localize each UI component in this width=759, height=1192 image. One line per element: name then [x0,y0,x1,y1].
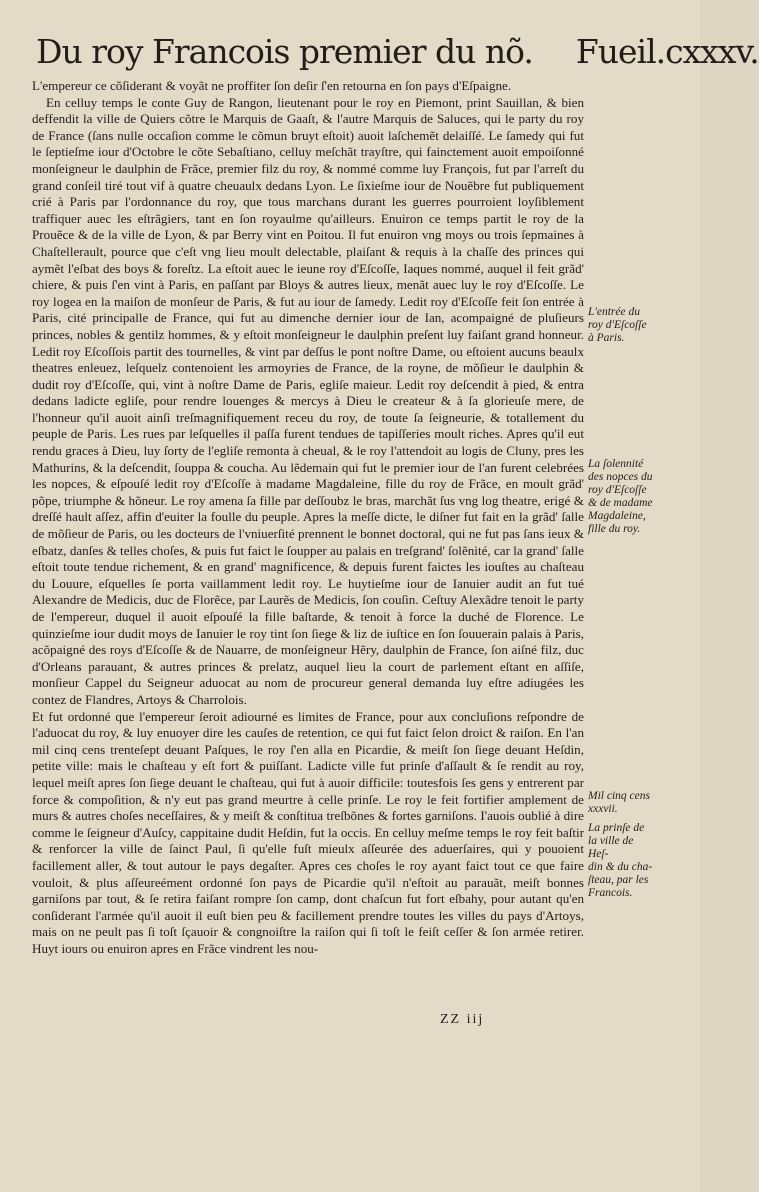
margin-note-line: & de madame [588,497,653,509]
margin-note-line: des nopces du [588,471,653,483]
margin-note-line: roy d'Eſcoſſe [588,484,647,496]
margin-note-line: Magdaleine, [588,510,646,522]
paragraph: En celluy temps le conte Guy de Rangon, lieutenant pour le roy en Piemont, print Sauillan, & bien deffendit la ville de Quiers cõtre le Marquis de Gaaſt, & l'autre Marquis de Saluces, qui le party du roy de France (ſans nulle occaſion comme le cõmun bruyt eſtoit) auoit laſchemẽt delaiſſé. Le ſamedy qui fut le ſeptieſme iour d'Octobre le cõte Sebaſtiano, celluy meſchãt trayſtre, qui fainctement auoit empoiſonné monſeigneur le daulphin de Frãce, premier filz du roy, & nommé comme luy François, fut par l'arreſt du grand conſeil tiré tout vif à quatre cheuaulx dedans Lyon. Le ſixieſme iour de Nouẽbre fut publiquement crié à Paris par l'ordonnance du roy, que tous marchans durant les guerres pourroient loyſiblement traffiquer auec les eſtrãgiers, tant en ſon royaulme qu'ailleurs. Enuiron ce temps partit le roy de la Prouẽce & de la ville de Lyon, & par Berry vint en Poitou. Il fut enuiron vng moys ou trois ſepmaines à Chaſtellerault, pource que c'eſt vng lieu moult delectable, plaiſant & requis à la chaſſe des princes qui aymẽt l'eſbat des boys & foreſtz. La eſtoit auec le ieune roy d'Eſcoſſe, Iaques nommé, auquel il feit grãd' chiere, & puis ſ'en vint à Paris, en paſſant par Bloys & autres lieux, menãt auec luy le roy d'Eſcoſſe. Le roy logea en la maiſon de monſeur de Paris, & fut au iour de ſamedy. Ledit roy d'Eſcoſſe feit ſon entrée à Paris, cité principalle de France, qui fut au dimenche dernier iour de Ian, acompaigné de pluſieurs princes, nobles & gentilz hommes, & y eſtoit monſeigneur le daulphin preſent luy faiſant grand honneur. Ledit roy Eſcoſſois partit des tournelles, & vint par deſſus le pont noſtre Dame, ou eſtoient aucuns beaulx theatres enleuez, leſquelz contenoient les armoyries de France, de la royne, de mõſieur le daulphin & dudit roy d'Eſcoſſe, qui, vint à noſtre Dame de Paris, egliſe maieur. Ledit roy deſcendit à pied, & entra dedans ladicte egliſe, pour rendre louenges & mercys à Dieu le createur & à ſa glorieuſe mere, de l'honneur qu'il auoit ainſi treſmagnifiquement receu du roy, de toute ſa ſeigneurie, & totallement du peuple de Paris. Les rues par leſquelles il paſſa furent tendues de tapiſſeries moult riches. Apres qu'il eut rendu graces à Dieu, luy ſorty de l'egliſe remonta à cheual, & le roy l'attendoit au logis de Cluny, pres les Mathurins, & la deſcendit, ſouppa & coucha. Au lẽdemain qui fut le premier iour de l'an furent celebrées les nopces, & eſpouſé ledit roy d'Eſcoſſe à madame Magdaleine, fille du roy de Frãce, en moult grãd' põpe, triumphe & hõneur. Le roy amena ſa fille par deſſoubz le bras, marchãt ſus vng log theatre, erigé & dreſſé hault aſſez, affin d'euiter la foulle du peuple. Apres la meſſe dicte, le diſner fut fait en la grãd' ſalle de mõſieur de Paris, ou les docteurs de l'vniuerſité prennent le bonnet doctoral, qui ne fut pas ſans ieux & eſbatz, danſes & telles choſes, & puis fut faict le ſoupper au palais en treſgrand' ſolẽnité, car la grand' ſalle eſtoit toute tendue richement, & en grand' magnificence, & depuis furent faictes les iouſtes au chaſteau du Louure, eſquelles ſe porta vaillamment ledit roy. Le huytieſme iour de Ianuier audit an fut tué Alexandre de Medicis, duc de Florẽce, par Laurẽs de Medicis, ſon couſin. Ceſtuy Alexãdre tenoit le party de l'empereur, duquel il auoit eſpouſé la fille baſtarde, & tenoit à force la duché de Florence. Le quinzieſme iour dudit moys de Ianuier le roy tint ſon ſiege & liz de iuſtice en ſon ſouuerain palais à Paris, acõpaigné des roys d'Eſcoſſe & de Nauarre, de monſeigneur Hẽry, daulphin de France, ſon aiſné filz, duc d'Orleans parauant, & autres princes & prelatz, auquel lieu la court de parlement eſtant en aſſiſe, monſieur Cappel du Seigneur aduocat au nom de procureur general demanda luy eſtre adiugées les contez de Flandres, Artoys & Charrolois. [32,94,584,707]
paragraph: Et fut ordonné que l'empereur ſeroit adiourné es limites de France, pour aux concluſions reſpondre de l'aduocat du roy, & luy enuoyer dire les cauſes de retention, ce qui fut faict ſelon droict & raiſon. En l'an mil cinq cens trenteſept deuant Paſques, le roy ſ'en alla en Picardie, & meiſt ſon ſiege deuant Heſdin, petite ville: mais le chaſteau y eſt fort & puiſſant. Ladicte ville fut prinſe d'aſſault & ſe rendit au roy, lequel meiſt apres ſon ſiege deuant le chaſteau, qui fut à auoir difficile: toutesfois ſes gens y entrerent par force & compoſition, & n'y eut pas grand meurtre à celle prinſe. Le roy le feit fortifier amplement de murs & autres choſes neceſſaires, & y meiſt & conſtitua treſbõnes & fortes garniſons. I'auois oublié à dire comme le ſeigneur d'Auſcy, cappitaine dudit Heſdin, fut la occis. En celluy meſme temps le roy feit baſtir & renforcer la ville de ſainct Paul, ſi qu'elle fuſt mieulx aſſeurée des aduerſaires, qui y pouoient facillement aller, & tout autour le pays degaſter. Apres ces choſes le roy ayant faict tout ce que faire vouloit, & plus aſſeureément ordonné ſon pays de Picardie qu'il n'eſtoit au parauãt, meiſt bonnes garniſons par tout, & ſe retira faiſant rompre ſon camp, dont chaſcun fut fort eſbahy, pour autant qu'en conſiderant l'armée qu'il auoit il euſt bien peu & facillement prendre toutes les villes du pays d'Artoys, mais on ne peult pas ſi toſt ſçauoir & congnoiſtre la raiſon qui ſi toſt le feiſt ceſſer & ſon armée retirer. Huyt iours ou enuiron apres en Frãce vindrent les nou- [32,708,584,956]
margin-note-wedding [588,458,656,536]
margin-note-line: Mil cinq cens [588,790,650,802]
margin-note-line: ſteau, par les [588,874,649,886]
running-title: Du roy Francois premier du nõ. [36,32,533,71]
margin-note-entry-of-king [588,306,656,345]
margin-note-line: din & du cha- [588,861,653,873]
margin-note-line: Francois. [588,887,633,899]
margin-note-line: L'entrée du [588,306,640,318]
paragraph: L'empereur ce cõſiderant & voyãt ne proffiter ſon deſir ſ'en retourna en ſon pays d'Eſpaigne. [32,78,512,93]
margin-note-line: fille du roy. [588,523,641,535]
margin-note-line: xxxvii. [588,803,618,815]
margin-note-line: La prinſe de [588,822,645,834]
main-text-block [32,78,584,957]
margin-note-line: la ville de Heſ- [588,835,634,860]
page-header [36,30,759,74]
margin-note-line: à Paris. [588,332,625,344]
folio-number: Fueil.cxxxv. [575,32,759,71]
signature-mark: ZZ iij [440,1012,485,1027]
margin-note-line: roy d'Eſcoſſe [588,319,647,331]
margin-note-year [588,790,656,816]
margin-note-line: La ſolennité [588,458,644,470]
margin-note-capture-hesdin [588,822,656,900]
